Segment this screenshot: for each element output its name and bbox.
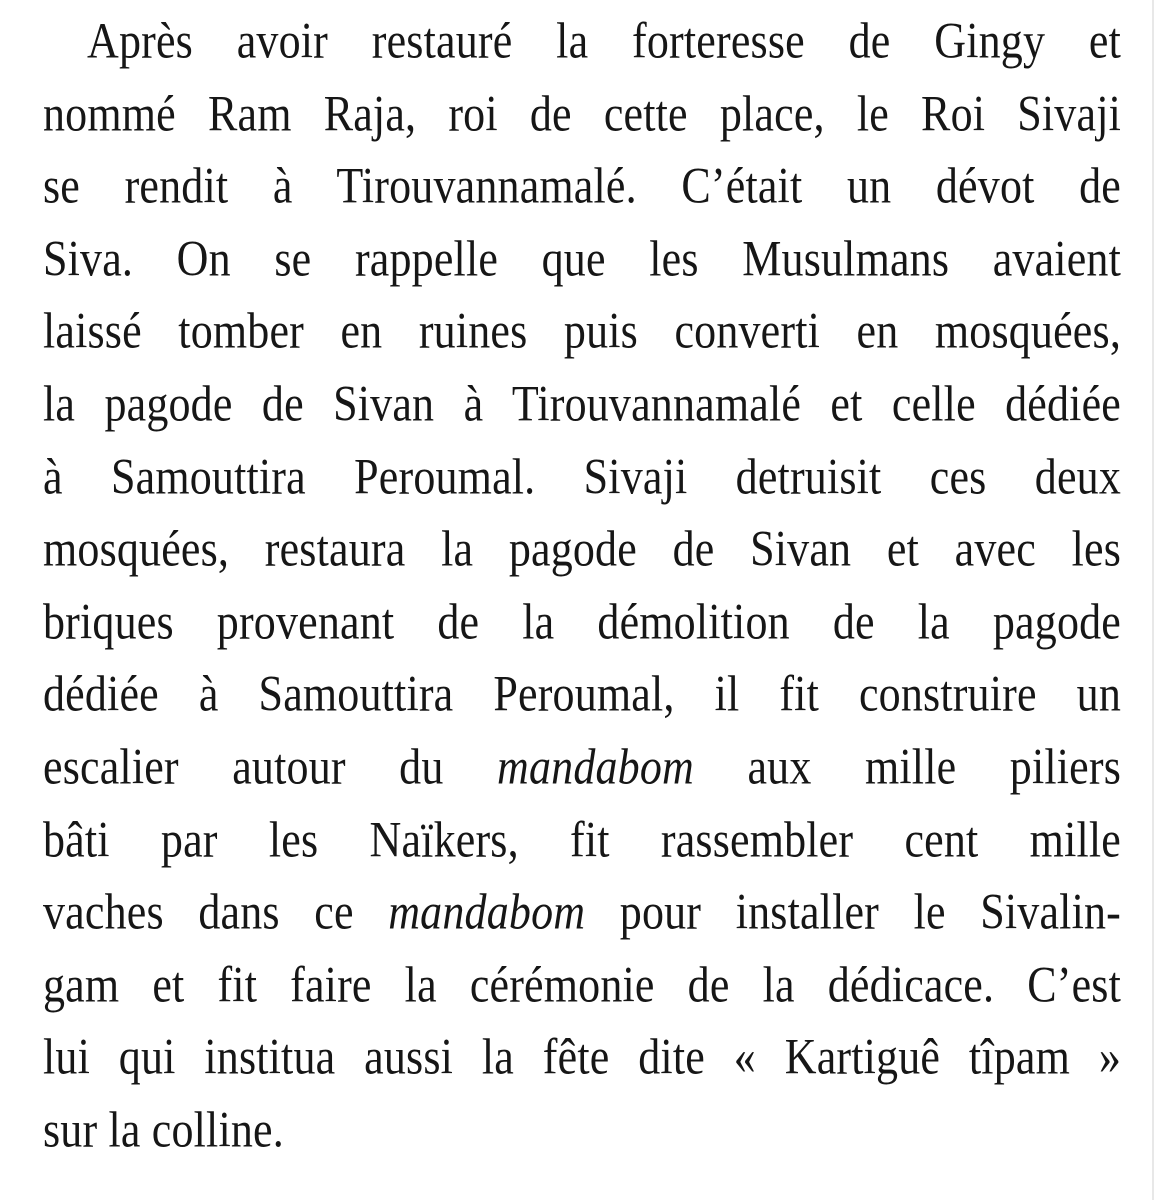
text-line: mosquées, restaura la pagode de Sivan et avec les [43, 519, 1121, 577]
text-line: Siva. On se rappelle que les Musulmans avaient [43, 229, 1121, 287]
italic-term: mandabom [388, 882, 586, 940]
text-line: Après avoir restauré la forteresse de Gingy et [87, 11, 1121, 69]
text-line: bâti par les Naïkers, fit rassembler cent mille [43, 809, 1121, 868]
text-line: nommé Ram Raja, roi de cette place, le Roi Sivaji [43, 84, 1121, 142]
text-line: la pagode de Sivan à Tirouvannamalé et celle dédiée [43, 374, 1121, 432]
paragraph [43, 4, 1121, 1166]
text-line: sur la colline. [43, 1100, 284, 1158]
italic-term: mandabom [497, 737, 694, 795]
text-line: escalier autour du mandabom aux mille piliers [43, 737, 1121, 795]
text-line: lui qui institua aussi la fête dite « Kartiguê tîpam » [43, 1027, 1121, 1085]
text-line: laissé tomber en ruines puis converti en mosquées, [43, 301, 1121, 359]
text-line: à Samouttira Peroumal. Sivaji detruisit ces deux [43, 446, 1121, 505]
text-line: se rendit à Tirouvannamalé. C’était un dévot de [43, 156, 1121, 214]
text-line: vaches dans ce mandabom pour installer le Sivalin- [43, 882, 1121, 940]
text-line: gam et fit faire la cérémonie de la dédicace. C’est [43, 955, 1121, 1013]
text-line: briques provenant de la démolition de la pagode [43, 592, 1121, 650]
text-line: dédiée à Samouttira Peroumal, il fit construire un [43, 664, 1121, 722]
